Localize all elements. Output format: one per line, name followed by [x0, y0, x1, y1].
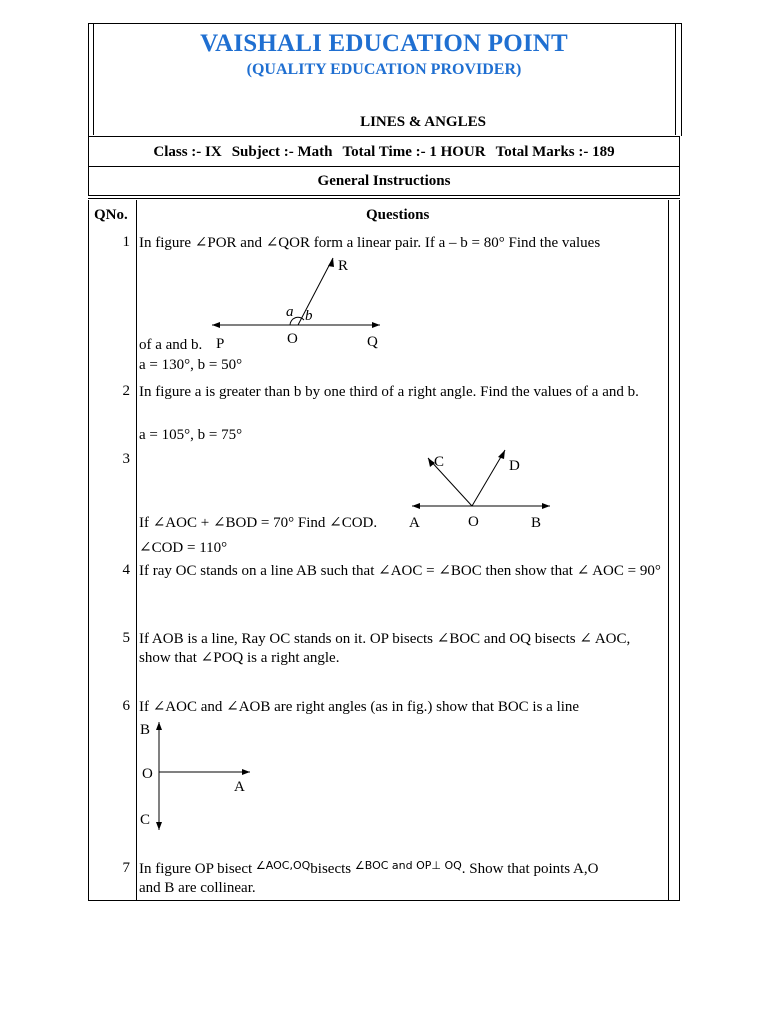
angles-figure: [400, 450, 560, 535]
chapter-title: LINES & ANGLES: [360, 114, 486, 130]
subject-label: Subject :- Math: [231, 143, 333, 160]
institute-title: VAISHALI EDUCATION POINT: [200, 30, 568, 57]
question-number: 4: [122, 562, 130, 578]
question-text: If ∠AOC and ∠AOB are right angles (as in fig.) show that BOC is a line: [139, 699, 580, 715]
point-label-a: A: [409, 515, 420, 531]
angle-expression: ∠BOC and OP⊥ OQ: [354, 859, 462, 872]
question-text: If ray OC stands on a line AB such that ∠AOC = ∠BOC then show that ∠ AOC = 90°: [139, 563, 661, 579]
linear-pair-figure: [200, 250, 400, 350]
question-text: [139, 860, 665, 879]
question-text: If ∠AOC + ∠BOD = 70° Find ∠COD.: [139, 515, 378, 531]
angle-label-b: b: [305, 308, 313, 324]
column-divider: [136, 200, 137, 900]
point-label-o: O: [142, 766, 153, 782]
question-number: 1: [122, 234, 130, 250]
answer-text: ∠COD = 110°: [139, 540, 228, 556]
question-text-cont: and B are collinear.: [139, 880, 256, 896]
question-text-part: In figure OP bisect: [139, 861, 253, 877]
question-number: 3: [122, 451, 130, 467]
point-label-b: B: [140, 722, 151, 738]
question-number: 6: [122, 698, 130, 714]
question-text-part: bisects: [310, 861, 352, 877]
point-label-b: B: [531, 515, 542, 531]
column-header-questions: Questions: [366, 207, 430, 223]
point-label-o: O: [468, 514, 479, 530]
answer-text: a = 130°, b = 50°: [139, 357, 243, 373]
marks-label: Total Marks :- 189: [495, 143, 615, 160]
point-label-r: R: [338, 258, 349, 274]
point-label-q: Q: [367, 334, 378, 350]
point-label-c: C: [434, 454, 445, 470]
question-number: 5: [122, 630, 130, 646]
angle-expression: ∠AOC,OQ: [255, 859, 311, 872]
divider: [88, 198, 680, 199]
angle-label-a: a: [286, 304, 294, 320]
question-text: In figure ∠POR and ∠QOR form a linear pair. If a – b = 80° Find the values: [139, 235, 601, 251]
question-number: 7: [122, 860, 130, 876]
general-instructions: General Instructions: [88, 166, 680, 196]
point-label-p: P: [216, 336, 225, 352]
point-label-c: C: [140, 812, 151, 828]
point-label-a: A: [234, 779, 245, 795]
class-label: Class :- IX: [153, 143, 222, 160]
point-label-o: O: [287, 331, 298, 347]
column-divider: [668, 200, 669, 900]
question-number: 2: [122, 383, 130, 399]
question-text-part: . Show that points A,O: [461, 861, 599, 877]
time-label: Total Time :- 1 HOUR: [342, 143, 486, 160]
question-text: In figure a is greater than b by one third of a right angle. Find the values of a and b.: [139, 384, 639, 400]
column-header-qno: QNo.: [94, 207, 128, 223]
perpendicular-figure: [138, 718, 258, 833]
point-label-d: D: [509, 458, 520, 474]
institute-subtitle: (QUALITY EDUCATION PROVIDER): [246, 61, 522, 78]
class-info-bar: [88, 136, 680, 167]
question-text-cont: of a and b.: [139, 337, 203, 353]
answer-text: a = 105°, b = 75°: [139, 427, 243, 443]
question-text: If AOB is a line, Ray OC stands on it. OP bisects ∠BOC and OQ bisects ∠ AOC, show that ∠POQ is a right angle.: [139, 631, 631, 666]
